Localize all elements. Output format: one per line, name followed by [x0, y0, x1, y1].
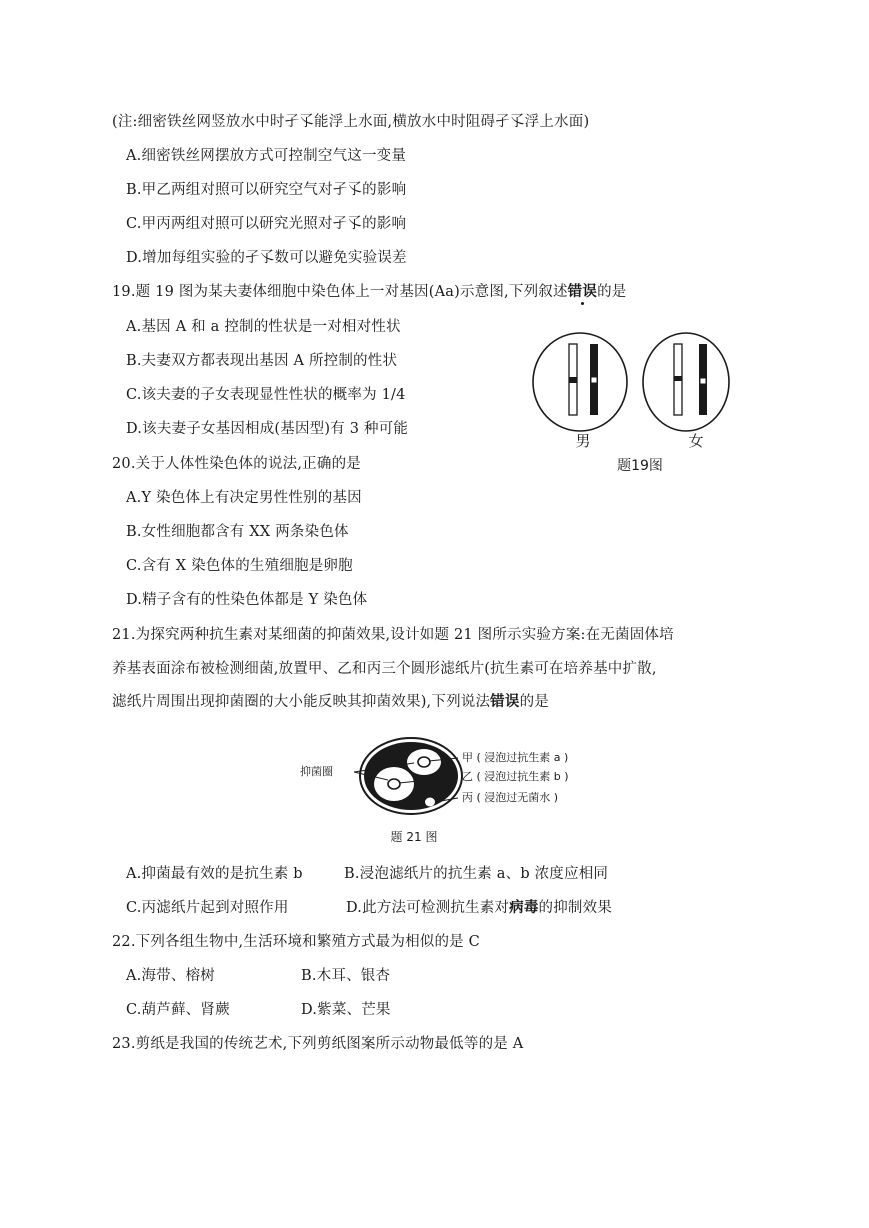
q19-stem-tail: 的是: [597, 284, 627, 300]
q19-chromosome-figure: [528, 328, 768, 480]
female-cell: [643, 333, 729, 431]
q22-option-c: C.葫芦藓、肾蕨: [126, 1002, 230, 1018]
q19-stem: [112, 282, 626, 302]
q21-option-d-tail: 的抑制效果: [538, 900, 613, 916]
inhibition-zone-b: [374, 767, 414, 801]
q21-option-a: A.抑菌最有效的是抗生素 b: [126, 866, 303, 882]
q21-stem-line3: [112, 692, 549, 712]
q20-option-a: A.Y 染色体上有决定男性性别的基因: [126, 490, 362, 506]
male-cell: [533, 333, 627, 431]
q19-figure-caption: 题19图: [617, 458, 663, 474]
experiment-note: (注:细密铁丝网竖放水中时孑孓能浮上水面,横放水中时阻碍孑孓浮上水面): [112, 114, 590, 130]
male-gene-a: [592, 378, 597, 383]
female-gene-a: [701, 379, 706, 384]
q19-option-c: C.该夫妻的子女表现显性性状的概率为 1/4: [126, 387, 406, 403]
q21-stem-line3-tail: 的是: [519, 694, 549, 710]
label-paper-a: 甲 ( 浸泡过抗生素 a ): [462, 751, 569, 764]
q20-stem: 20.关于人体性染色体的说法,正确的是: [112, 456, 361, 472]
q21-option-d: [346, 898, 612, 918]
q19-option-d: D.该夫妻子女基因相成(基因型)有 3 种可能: [126, 421, 409, 437]
q21-option-d-emphasis: 病毒: [509, 900, 539, 916]
q21-stem-line3-text: 滤纸片周围出现抑菌圈的大小能反映其抑菌效果),下列说法: [112, 694, 491, 710]
q21-figure-caption: 题 21 图: [390, 830, 438, 844]
q21-option-d-text: D.此方法可检测抗生素对: [346, 900, 510, 916]
q19-option-b: B.夫妻双方都表现出基因 A 所控制的性状: [126, 353, 398, 369]
male-label: 男: [575, 432, 591, 450]
inhibition-zone-label: 抑菌圈: [300, 765, 333, 778]
q20-option-d: D.精子含有的性染色体都是 Y 染色体: [126, 592, 368, 608]
q21-stem-line2: 养基表面涂布被检测细菌,放置甲、乙和丙三个圆形滤纸片(抗生素可在培养基中扩散,: [112, 661, 657, 677]
q22-option-b: B.木耳、银杏: [301, 968, 391, 984]
q18-option-b: B.甲乙两组对照可以研究空气对孑孓的影响: [126, 182, 407, 198]
label-paper-c: 丙 ( 浸泡过无菌水 ): [462, 791, 559, 804]
q21-petri-dish-figure: [296, 728, 596, 852]
q19-stem-emphasis: 错误: [567, 284, 598, 300]
q22-option-a: A.海带、榕树: [126, 968, 215, 984]
q18-option-a: A.细密铁丝网摆放方式可控制空气这一变量: [126, 148, 407, 164]
female-label: 女: [688, 432, 704, 450]
q20-option-c: C.含有 X 染色体的生殖细胞是卵胞: [126, 558, 353, 574]
q22-option-d: D.紫菜、芒果: [301, 1002, 391, 1018]
q18-option-d: D.增加每组实验的孑孓数可以避免实验误差: [126, 250, 407, 266]
q20-option-b: B.女性细胞都含有 XX 两条染色体: [126, 524, 349, 540]
male-gene-A: [569, 377, 577, 383]
q22-stem: 22.下列各组生物中,生活环境和繁殖方式最为相似的是 C: [112, 934, 480, 950]
q18-option-c: C.甲丙两组对照可以研究光照对孑孓的影响: [126, 216, 407, 232]
filter-paper-c: [425, 798, 435, 807]
q21-stem-line1: 21.为探究两种抗生素对某细菌的抑菌效果,设计如题 21 图所示实验方案:在无菌固体培: [112, 627, 674, 643]
q21-option-b: B.浸泡滤纸片的抗生素 a、b 浓度应相同: [344, 866, 609, 882]
label-paper-b: 乙 ( 浸泡过抗生素 b ): [462, 770, 569, 783]
inhibition-zone-a: [407, 749, 441, 775]
female-gene-A: [674, 376, 682, 381]
male-cell-outline: [533, 333, 627, 431]
q21-option-c: C.丙滤纸片起到对照作用: [126, 900, 289, 916]
q23-stem: 23.剪纸是我国的传统艺术,下列剪纸图案所示动物最低等的是 A: [112, 1036, 524, 1052]
q19-stem-text: 19.题 19 图为某夫妻体细胞中染色体上一对基因(Aa)示意图,下列叙述: [112, 284, 568, 300]
q19-option-a: A.基因 A 和 a 控制的性状是一对相对性状: [126, 319, 401, 335]
female-cell-outline: [643, 333, 729, 431]
q21-stem-emphasis: 错误: [490, 694, 520, 710]
